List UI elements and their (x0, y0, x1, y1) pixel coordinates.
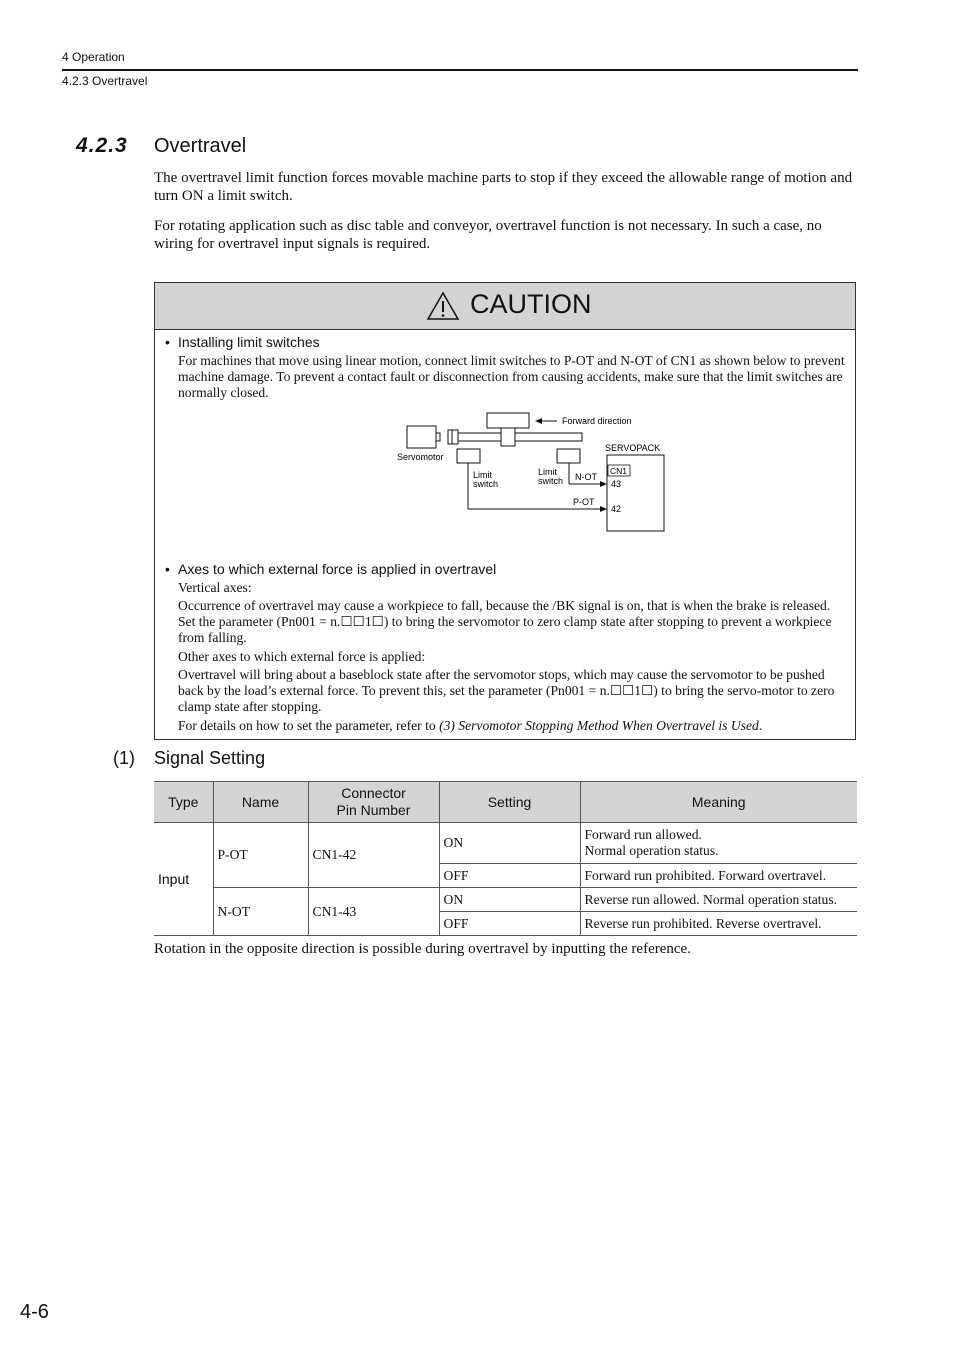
subsection-number: (1) (113, 748, 135, 768)
placeholder-box-icon: ☐☐ (340, 614, 365, 629)
vertical-text-post: ) to bring the servomotor to zero clamp state after stopping to prevent a workpiece from falling. (178, 614, 832, 645)
caution-box (154, 282, 856, 740)
limit-switch-diagram (385, 405, 675, 535)
limit-switch-right-line1: Limit (538, 467, 558, 477)
coupling (448, 430, 458, 444)
bullet-marker-1: • (165, 334, 170, 350)
table-header-row (154, 782, 857, 823)
warning-triangle-icon (426, 291, 460, 321)
table-row (154, 888, 857, 912)
setting-cell: ON (439, 823, 580, 864)
servomotor-body (407, 426, 436, 448)
forward-direction-label: Forward direction (562, 416, 632, 426)
page-number: 4-6 (20, 1301, 49, 1323)
header-type: Type (154, 782, 213, 823)
moving-table (487, 413, 529, 428)
servomotor-label: Servomotor (397, 452, 444, 462)
section-title: Overtravel (154, 135, 247, 157)
vertical-text-pre: Occurrence of overtravel may cause a workpiece to fall, because the /BK signal is on, that is when the brake is released. Set the parameter (Pn001 = n. (178, 598, 831, 629)
signal-setting-table (154, 781, 857, 936)
limit-switch-right (557, 449, 580, 463)
meaning-cell: Forward run prohibited. Forward overtravel. (580, 864, 857, 888)
pin-42-label: 42 (611, 504, 622, 514)
placeholder-box-icon: ☐ (641, 683, 654, 698)
setting-cell: OFF (439, 864, 580, 888)
other-axes-label: Other axes to which external force is applied: (178, 649, 426, 664)
details-pre: For details on how to set the parameter, refer to (178, 718, 440, 733)
details-ref: (3) Servomotor Stopping Method When Overtravel is Used (439, 718, 759, 733)
intro-paragraph-2: For rotating application such as disc table and conveyor, overtravel function is not necessary. In such a case, no wiring for overtravel input signals is required. (154, 218, 822, 252)
pin-cell: CN1-42 (308, 823, 439, 888)
pot-label: P-OT (573, 497, 595, 507)
details-reference (178, 718, 850, 734)
header-meaning: Meaning (580, 782, 857, 823)
caution-title: CAUTION (470, 289, 592, 319)
other-text-post: ) to bring the servo-motor to zero clamp state after stopping. (178, 683, 835, 714)
ball-screw (458, 433, 582, 441)
servopack-label: SERVOPACK (605, 443, 661, 453)
limit-switch-right-line2: switch (538, 476, 564, 486)
vertical-digit: 1 (364, 614, 372, 629)
placeholder-box-icon: ☐☐ (609, 683, 635, 698)
other-axes-text (178, 667, 850, 715)
section-number: 4.2.3 (76, 134, 128, 157)
forward-arrow-head (535, 418, 542, 424)
meaning-cell: Reverse run allowed. Normal operation status. (580, 888, 857, 912)
placeholder-box-icon: ☐ (371, 614, 384, 629)
vertical-axes-text (178, 598, 850, 646)
meaning-cell: Forward run allowed. Normal operation status. (580, 823, 857, 864)
header-connector: Connector Pin Number (308, 782, 439, 823)
limit-switch-left-line2: switch (473, 479, 499, 489)
vertical-axes-label: Vertical axes: (178, 580, 252, 595)
setting-cell: ON (439, 888, 580, 912)
name-cell: P-OT (213, 823, 308, 888)
not-arrow-head (600, 481, 607, 487)
cn1-label: CN1 (610, 466, 628, 476)
subsection-title: Signal Setting (154, 748, 266, 768)
meaning-cell: Reverse run prohibited. Reverse overtravel. (580, 912, 857, 936)
header-section: 4.2.3 Overtravel (62, 74, 148, 88)
header-name: Name (213, 782, 308, 823)
limit-switch-left (457, 449, 480, 463)
name-cell: N-OT (213, 888, 308, 936)
not-label: N-OT (575, 472, 597, 482)
pin-43-label: 43 (611, 479, 622, 489)
table-row (154, 823, 857, 864)
reverse-rotation-note: Rotation in the opposite direction is possible during overtravel by inputting the reference. (154, 941, 691, 957)
bullet-marker-2: • (165, 561, 170, 577)
bullet2-heading: Axes to which external force is applied in overtravel (178, 561, 497, 577)
motor-shaft (436, 433, 440, 441)
pot-arrow-head (600, 506, 607, 512)
bullet1-text: For machines that move using linear motion, connect limit switches to P-OT and N-OT of CN1 as shown below to prevent machine damage. To prevent a contact fault or disconnection from causing accidents, make sure that the limit switches are normally closed. (178, 353, 845, 400)
limit-switch-left-line1: Limit (473, 470, 493, 480)
other-digit: 1 (634, 683, 642, 698)
intro-paragraph-1: The overtravel limit function forces movable machine parts to stop if they exceed the allowable range of motion and turn ON a limit switch. (154, 170, 853, 204)
type-cell: Input (154, 823, 213, 936)
ball-screw-nut (501, 428, 515, 446)
header-rule (62, 69, 858, 71)
setting-cell: OFF (439, 912, 580, 936)
header-chapter: 4 Operation (62, 50, 125, 64)
header-setting: Setting (439, 782, 580, 823)
pin-cell: CN1-43 (308, 888, 439, 936)
other-text-pre: Overtravel will bring about a baseblock state after the servomotor stops, which may cause the servomotor to be pushed back by the load’s external force. To prevent this, set the parameter (Pn001 = n. (178, 667, 825, 698)
caution-header (155, 283, 855, 330)
details-post: . (758, 718, 763, 733)
bullet1-heading: Installing limit switches (178, 334, 320, 350)
